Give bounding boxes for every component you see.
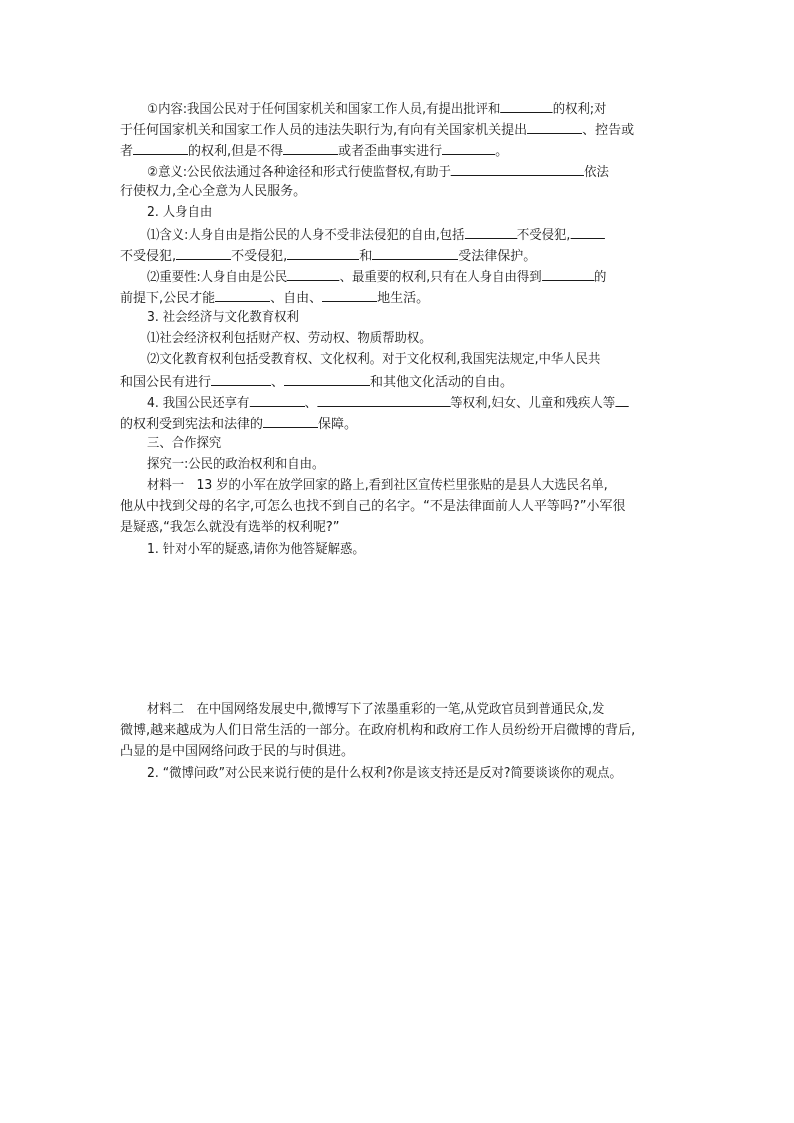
fill-blank[interactable] (500, 98, 552, 113)
fill-blank[interactable] (451, 161, 584, 176)
fill-blank[interactable] (615, 392, 628, 407)
fill-blank[interactable] (283, 140, 338, 155)
material-text: 材料一 13 岁的小军在放学回家的路上,看到社区宣传栏里张贴的是县人大选民名单, (147, 478, 608, 493)
fill-blank[interactable] (570, 224, 604, 239)
content-line: 4. 我国公民还享有 、 等权利,妇女、儿童和残疾人等 (147, 392, 680, 412)
material-text: 他从中找到父母的名字,可怎么也找不到自己的名字。“不是法律面前人人平等吗?”小军很 (120, 499, 626, 514)
content-line: 于任何国家机关和国家工作人员的违法失职行为,有向有关国家机关提出 、控告或 (120, 119, 680, 139)
section-heading: 2. 人身自由 (147, 205, 213, 220)
material-text: 是疑惑,“我怎么就没有选举的权利呢?” (120, 520, 340, 535)
fill-blank[interactable] (317, 392, 450, 407)
fill-blank[interactable] (215, 287, 270, 302)
content-line: 者 的权利,但是不得 或者歪曲事实进行 。 (120, 140, 680, 160)
fill-blank[interactable] (322, 287, 377, 302)
section-heading: 3. 社会经济与文化教育权利 (147, 310, 299, 325)
fill-blank[interactable] (527, 119, 582, 134)
content-line: 不受侵犯, 不受侵犯, 和 受法律保护。 (120, 245, 680, 265)
content-line: ⑴含义:人身自由是指公民的人身不受非法侵犯的自由,包括 不受侵犯, (147, 224, 680, 244)
fill-blank[interactable] (176, 245, 231, 260)
material-text: 凸显的是中国网络问政于民的与时俱进。 (120, 744, 355, 759)
question: 2. “微博问政”对公民来说行使的是什么权利?你是该支持还是反对?简要谈谈你的观点。 (147, 766, 622, 781)
content-line: ⑵文化教育权利包括受教育权、文化权利。对于文化权利,我国宪法规定,中华人民共 (147, 352, 601, 367)
fill-blank[interactable] (465, 224, 517, 239)
content-line: ⑵重要性:人身自由是公民 、最重要的权利,只有在人身自由得到 的 (147, 266, 680, 286)
material-text: 材料二 在中国网络发展史中,微博写下了浓墨重彩的一笔,从党政官员到普通民众,发 (147, 702, 605, 717)
fill-blank[interactable] (372, 245, 458, 260)
fill-blank[interactable] (263, 413, 318, 428)
content-line: ②意义:公民依法通过各种途径和形式行使监督权,有助于 依法 (147, 161, 680, 181)
fill-blank[interactable] (211, 371, 271, 386)
content-line: 和国公民有进行 、 和其他文化活动的自由。 (120, 371, 680, 391)
fill-blank[interactable] (287, 245, 359, 260)
fill-blank[interactable] (287, 266, 339, 281)
fill-blank[interactable] (442, 140, 495, 155)
explore-heading: 探究一:公民的政治权利和自由。 (147, 457, 325, 472)
fill-blank[interactable] (133, 140, 188, 155)
section-title: 三、合作探究 (147, 436, 222, 451)
content-line: ①内容:我国公民对于任何国家机关和国家工作人员,有提出批评和 的权利;对 (147, 98, 680, 118)
fill-blank[interactable] (284, 371, 370, 386)
material-text: 微博,越来越成为人们日常生活的一部分。在政府机构和政府工作人员纷纷开启微博的背后, (120, 723, 636, 738)
fill-blank[interactable] (542, 266, 594, 281)
content-line: ⑴社会经济权利包括财产权、劳动权、物质帮助权。 (147, 331, 432, 346)
content-line: 的权利受到宪法和法律的 保障。 (120, 413, 680, 433)
content-line: 前提下,公民才能 、自由、 地生活。 (120, 287, 680, 307)
content-line: 行使权力,全心全意为人民服务。 (120, 184, 307, 199)
question: 1. 针对小军的疑惑,请你为他答疑解惑。 (147, 542, 365, 557)
fill-blank[interactable] (249, 392, 304, 407)
